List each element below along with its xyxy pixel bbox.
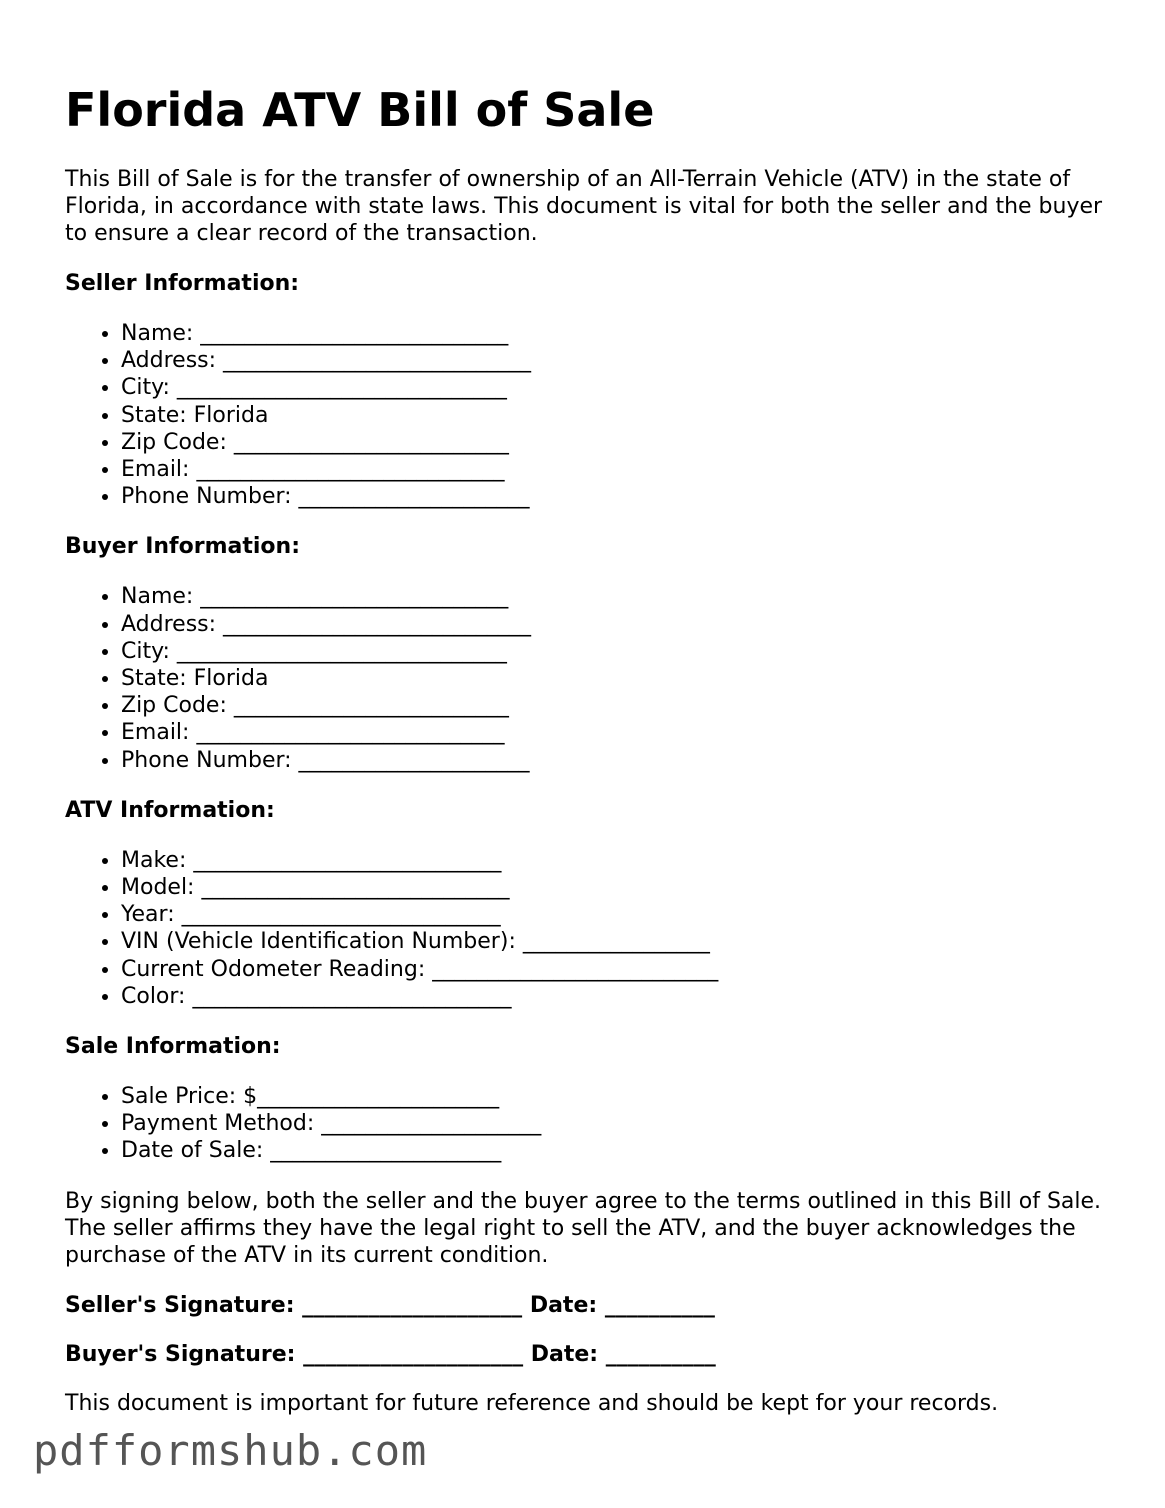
atv-model-field: • Model: ____________________________ <box>121 874 1110 901</box>
buyer-phone-field: • Phone Number: _____________________ <box>121 747 1110 774</box>
buyer-city-field: • City: ______________________________ <box>121 638 1110 665</box>
atv-info-list <box>65 847 1110 1010</box>
seller-email-field: • Email: ____________________________ <box>121 456 1110 483</box>
atv-vin-field: • VIN (Vehicle Identification Number): _________________ <box>121 928 1110 955</box>
intro-paragraph: This Bill of Sale is for the transfer of ownership of an All-Terrain Vehicle (ATV) in the state of Florida, in accordance with state laws. This document is vital for both the seller and the buyer to ensure a clear record of the transaction. <box>65 167 1103 246</box>
seller-info-list <box>65 320 1110 510</box>
buyer-zip-field: • Zip Code: _________________________ <box>121 692 1110 719</box>
seller-signature-line: Seller's Signature: ____________________ Date: __________ <box>65 1292 715 1318</box>
seller-phone-field: • Phone Number: _____________________ <box>121 483 1110 510</box>
seller-name-field: • Name: ____________________________ <box>121 320 1110 347</box>
seller-state-field: • State: Florida <box>121 402 1110 429</box>
atv-year-field: • Year: _____________________________ <box>121 901 1110 928</box>
seller-city-field: • City: ______________________________ <box>121 374 1110 401</box>
sale-info-list <box>65 1083 1110 1165</box>
agreement-paragraph: By signing below, both the seller and the buyer agree to the terms outlined in this Bill of Sale. The seller affirms they have the legal right to sell the ATV, and the buyer acknowledges the purchase of the ATV in its current condition. <box>65 1188 1102 1268</box>
atv-odometer-field: • Current Odometer Reading: __________________________ <box>121 956 1110 983</box>
sale-section-heading: Sale Information: <box>65 1034 281 1060</box>
document-title: Florida ATV Bill of Sale <box>65 83 655 137</box>
closing-paragraph: This document is important for future reference and should be kept for your records. <box>65 1390 999 1416</box>
buyer-info-list <box>65 583 1110 773</box>
watermark-logo: pdfformshub.com <box>33 1426 428 1475</box>
buyer-signature-line: Buyer's Signature: ____________________ Date: __________ <box>65 1341 716 1367</box>
atv-make-field: • Make: ____________________________ <box>121 847 1110 874</box>
buyer-address-field: • Address: ____________________________ <box>121 611 1110 638</box>
sale-price-field: • Sale Price: $______________________ <box>121 1083 1110 1110</box>
buyer-email-field: • Email: ____________________________ <box>121 719 1110 746</box>
atv-section-heading: ATV Information: <box>65 797 275 823</box>
seller-section-heading: Seller Information: <box>65 271 300 296</box>
buyer-name-field: • Name: ____________________________ <box>121 583 1110 610</box>
atv-color-field: • Color: _____________________________ <box>121 983 1110 1010</box>
buyer-section-heading: Buyer Information: <box>65 534 300 560</box>
document-page <box>65 82 1110 1440</box>
seller-address-field: • Address: ____________________________ <box>121 347 1110 374</box>
payment-method-field: • Payment Method: ____________________ <box>121 1110 1110 1137</box>
buyer-state-field: • State: Florida <box>121 665 1110 692</box>
seller-zip-field: • Zip Code: _________________________ <box>121 429 1110 456</box>
date-of-sale-field: • Date of Sale: _____________________ <box>121 1137 1110 1164</box>
